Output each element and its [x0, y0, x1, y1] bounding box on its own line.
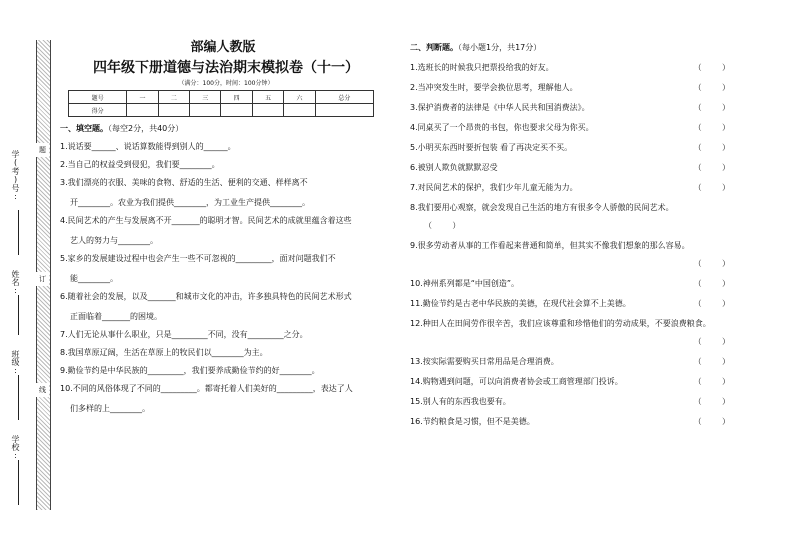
fill-question-7 — [60, 329, 392, 340]
fill-question-2 — [60, 159, 392, 170]
score-cell[interactable] — [284, 104, 315, 117]
class-line — [18, 375, 19, 420]
binding-char-xian: 线 — [36, 383, 49, 397]
answer-parentheses[interactable]: （ ） — [693, 299, 730, 308]
question-text: 2.当自己的权益受到侵犯，我们要________。 — [60, 160, 220, 169]
score-table-score-row — [69, 104, 374, 117]
score-table — [68, 90, 374, 117]
class-label: 班级: — [11, 350, 20, 375]
score-header-cell: 总分 — [315, 91, 373, 104]
question-text: 8.我国草原辽阔，生活在草原上的牧民们以________为主。 — [60, 348, 268, 357]
question-text: 12.种田人在田间劳作很辛苦，我们应该尊重和珍惜他们的劳动成果，不要浪费粮食。 — [410, 319, 711, 328]
binding-char-ding: 订 — [36, 272, 49, 286]
judge-question-4 — [410, 122, 740, 133]
section-2-heading — [410, 42, 740, 53]
left-column — [60, 36, 392, 414]
question-text: 15.别人有的东西我也要有。 — [410, 397, 511, 406]
question-text: 1.选班长的时候我只把票投给我的好友。 — [410, 63, 554, 72]
score-cell[interactable] — [221, 104, 252, 117]
judge-question-9 — [410, 240, 740, 269]
judge-question-12 — [410, 318, 740, 347]
question-text: 10.不同的风俗体现了不同的_________。都寄托着人们美好的_________，表达了人 — [60, 384, 353, 393]
question-text-continued: 开________。农业为我们提供________，为工业生产提供________。 — [70, 198, 310, 207]
answer-parentheses[interactable]: （ ） — [693, 143, 730, 152]
question-text: 5.家乡的发展建设过程中也会产生一些不可忽视的_________，面对问题我们不 — [60, 254, 336, 263]
exam-subtitle: （满分：100分，时间：100分钟） — [178, 80, 274, 87]
name-line — [18, 295, 19, 335]
fill-question-10 — [60, 383, 392, 414]
judge-question-1 — [410, 62, 740, 73]
answer-parentheses[interactable]: （ ） — [693, 337, 730, 346]
question-text: 2.当冲突发生时，要学会换位思考，理解他人。 — [410, 83, 578, 92]
judge-question-14 — [410, 376, 740, 387]
fill-question-4 — [60, 215, 392, 246]
fill-question-5 — [60, 253, 392, 284]
score-cell[interactable] — [315, 104, 373, 117]
judge-question-11 — [410, 298, 740, 309]
question-text: 7.对民间艺术的保护，我们少年儿童无能为力。 — [410, 183, 578, 192]
score-header-cell: 三 — [190, 91, 221, 104]
answer-parentheses[interactable]: （ ） — [693, 103, 730, 112]
judge-question-3 — [410, 102, 740, 113]
binding-margin — [0, 0, 56, 548]
answer-parentheses[interactable]: （ ） — [693, 63, 730, 72]
score-cell[interactable] — [252, 104, 283, 117]
school-line — [18, 460, 19, 505]
question-text: 8.我们要用心观察，就会发现自己生活的地方有很多令人骄傲的民间艺术。 — [410, 203, 674, 212]
question-text: 13.按实际需要购买日常用品是合理消费。 — [410, 357, 559, 366]
judge-question-13 — [410, 356, 740, 367]
score-header-cell: 二 — [158, 91, 189, 104]
answer-parentheses[interactable]: （ ） — [693, 163, 730, 172]
question-text: 9.很多劳动者从事的工作看起来普通和简单，但其实不像我们想象的那么容易。 — [410, 241, 690, 250]
fill-question-1 — [60, 141, 392, 152]
name-label: 姓名: — [11, 270, 20, 295]
question-text: 5.小明买东西时要折包装 看了再决定买不买。 — [410, 143, 573, 152]
score-header-cell: 五 — [252, 91, 283, 104]
question-text: 16.节约粮食是习惯，但不是美德。 — [410, 417, 535, 426]
right-column — [410, 36, 740, 427]
judge-question-16 — [410, 416, 740, 427]
answer-parentheses[interactable]: （ ） — [693, 259, 730, 268]
score-header-cell: 六 — [284, 91, 315, 104]
judge-question-7 — [410, 182, 740, 193]
score-table-header-row — [69, 91, 374, 104]
question-text: 3.保护消费者的法律是《中华人民共和国消费法》。 — [410, 103, 590, 112]
fill-question-3 — [60, 177, 392, 208]
score-cell[interactable] — [158, 104, 189, 117]
score-row-label: 得分 — [69, 104, 127, 117]
answer-parentheses[interactable]: （ ） — [693, 183, 730, 192]
judge-question-8 — [410, 202, 740, 231]
question-text: 11.勤俭节约是古老中华民族的美德，在现代社会算不上美德。 — [410, 299, 631, 308]
question-text: 9.勤俭节约是中华民族的_________，我们要养成勤俭节约的好________。 — [60, 366, 320, 375]
question-text: 6.随着社会的发展，以及_______和城市文化的冲击，许多独具特色的民间艺术形式 — [60, 292, 352, 301]
answer-parentheses[interactable]: （ ） — [693, 397, 730, 406]
answer-parentheses[interactable]: （ ） — [693, 417, 730, 426]
score-cell[interactable] — [127, 104, 158, 117]
score-cell[interactable] — [190, 104, 221, 117]
answer-parentheses[interactable]: （ ） — [693, 279, 730, 288]
section-1-note: （每空2分，共40分） — [108, 124, 184, 133]
question-text-continued: 能________。 — [70, 274, 118, 283]
answer-parentheses[interactable]: （ ） — [693, 377, 730, 386]
exam-title: 四年级下册道德与法治期末模拟卷（十一） — [93, 60, 359, 76]
score-header-cell: 题号 — [69, 91, 127, 104]
question-text: 6.被别人欺负就默默忍受 — [410, 163, 498, 172]
section-2-note: （每小题1分，共17分） — [458, 43, 542, 52]
section-1-title: 一、填空题。 — [60, 124, 108, 133]
question-text: 1.说话要______、说话算数能得到别人的______。 — [60, 142, 236, 151]
binding-char-ti: 题 — [36, 143, 49, 157]
judge-question-10 — [410, 278, 740, 289]
judge-question-6 — [410, 162, 740, 173]
score-header-cell: 四 — [221, 91, 252, 104]
answer-parentheses[interactable]: （ ） — [424, 221, 461, 230]
question-text: 14.购物遇到问题，可以向消费者协会或工商管理部门投诉。 — [410, 377, 623, 386]
question-text: 4.同桌买了一个昂贵的书包，你也要求父母为你买。 — [410, 123, 594, 132]
student-id-line — [18, 210, 19, 255]
question-text: 10.神州系列都是“中国创造”。 — [410, 279, 520, 288]
answer-parentheses[interactable]: （ ） — [693, 83, 730, 92]
question-text-continued: 正面临着_______的困境。 — [70, 312, 162, 321]
fill-question-9 — [60, 365, 392, 376]
question-text-continued: 艺人的努力与________。 — [70, 236, 158, 245]
student-id-label: 学(考)号: — [11, 150, 20, 201]
judge-question-5 — [410, 142, 740, 153]
school-label: 学校: — [11, 435, 20, 460]
fill-question-6 — [60, 291, 392, 322]
answer-parentheses[interactable]: （ ） — [693, 123, 730, 132]
publisher-name: 部编人教版 — [190, 40, 256, 55]
judge-question-2 — [410, 82, 740, 93]
question-text: 4.民间艺术的产生与发展离不开_______的聪明才智。民间艺术的成就里蕴含着这些 — [60, 216, 352, 225]
section-2-title: 二、判断题。 — [410, 43, 458, 52]
question-text-continued: 们多样的上________。 — [70, 404, 150, 413]
question-text: 3.我们漂亮的衣服、美味的食物、舒适的生活、便利的交通、样样离不 — [60, 178, 308, 187]
question-text: 7.人们无论从事什么职业，只是_________不同，没有_________之分。 — [60, 330, 308, 339]
section-1-heading — [60, 123, 392, 134]
answer-parentheses[interactable]: （ ） — [693, 357, 730, 366]
judge-question-15 — [410, 396, 740, 407]
fill-question-8 — [60, 347, 392, 358]
score-header-cell: 一 — [127, 91, 158, 104]
